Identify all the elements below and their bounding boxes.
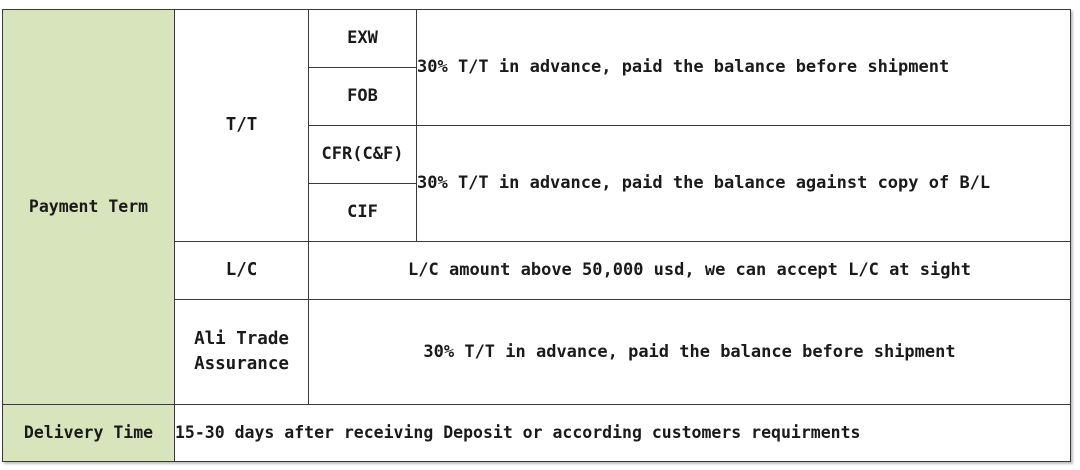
incoterm-cif: CIF xyxy=(309,184,417,242)
row-delivery-time xyxy=(3,405,1071,462)
incoterm-cfr: CFR(C&F) xyxy=(309,126,417,184)
incoterm-exw: EXW xyxy=(309,10,417,68)
delivery-time-label: Delivery Time xyxy=(3,405,175,462)
row-exw xyxy=(3,10,1071,68)
payment-term-label: Payment Term xyxy=(3,10,175,405)
ali-trade-assurance-label xyxy=(175,300,309,405)
lc-description: L/C amount above 50,000 usd, we can accept L/C at sight xyxy=(309,242,1071,300)
terms-table xyxy=(2,9,1071,462)
ali-label-line2: Assurance xyxy=(194,354,289,374)
incoterm-fob: FOB xyxy=(309,68,417,126)
ali-label-line1: Ali Trade xyxy=(194,328,289,349)
tt-exw-fob-description: 30% T/T in advance, paid the balance before shipment xyxy=(417,10,1071,126)
tt-method-label: T/T xyxy=(175,10,309,242)
lc-method-label: L/C xyxy=(175,242,309,300)
ali-trade-assurance-description: 30% T/T in advance, paid the balance before shipment xyxy=(309,300,1071,405)
tt-cfr-cif-description: 30% T/T in advance, paid the balance against copy of B/L xyxy=(417,126,1071,242)
delivery-time-description: 15-30 days after receiving Deposit or according customers requirments xyxy=(175,405,1071,462)
